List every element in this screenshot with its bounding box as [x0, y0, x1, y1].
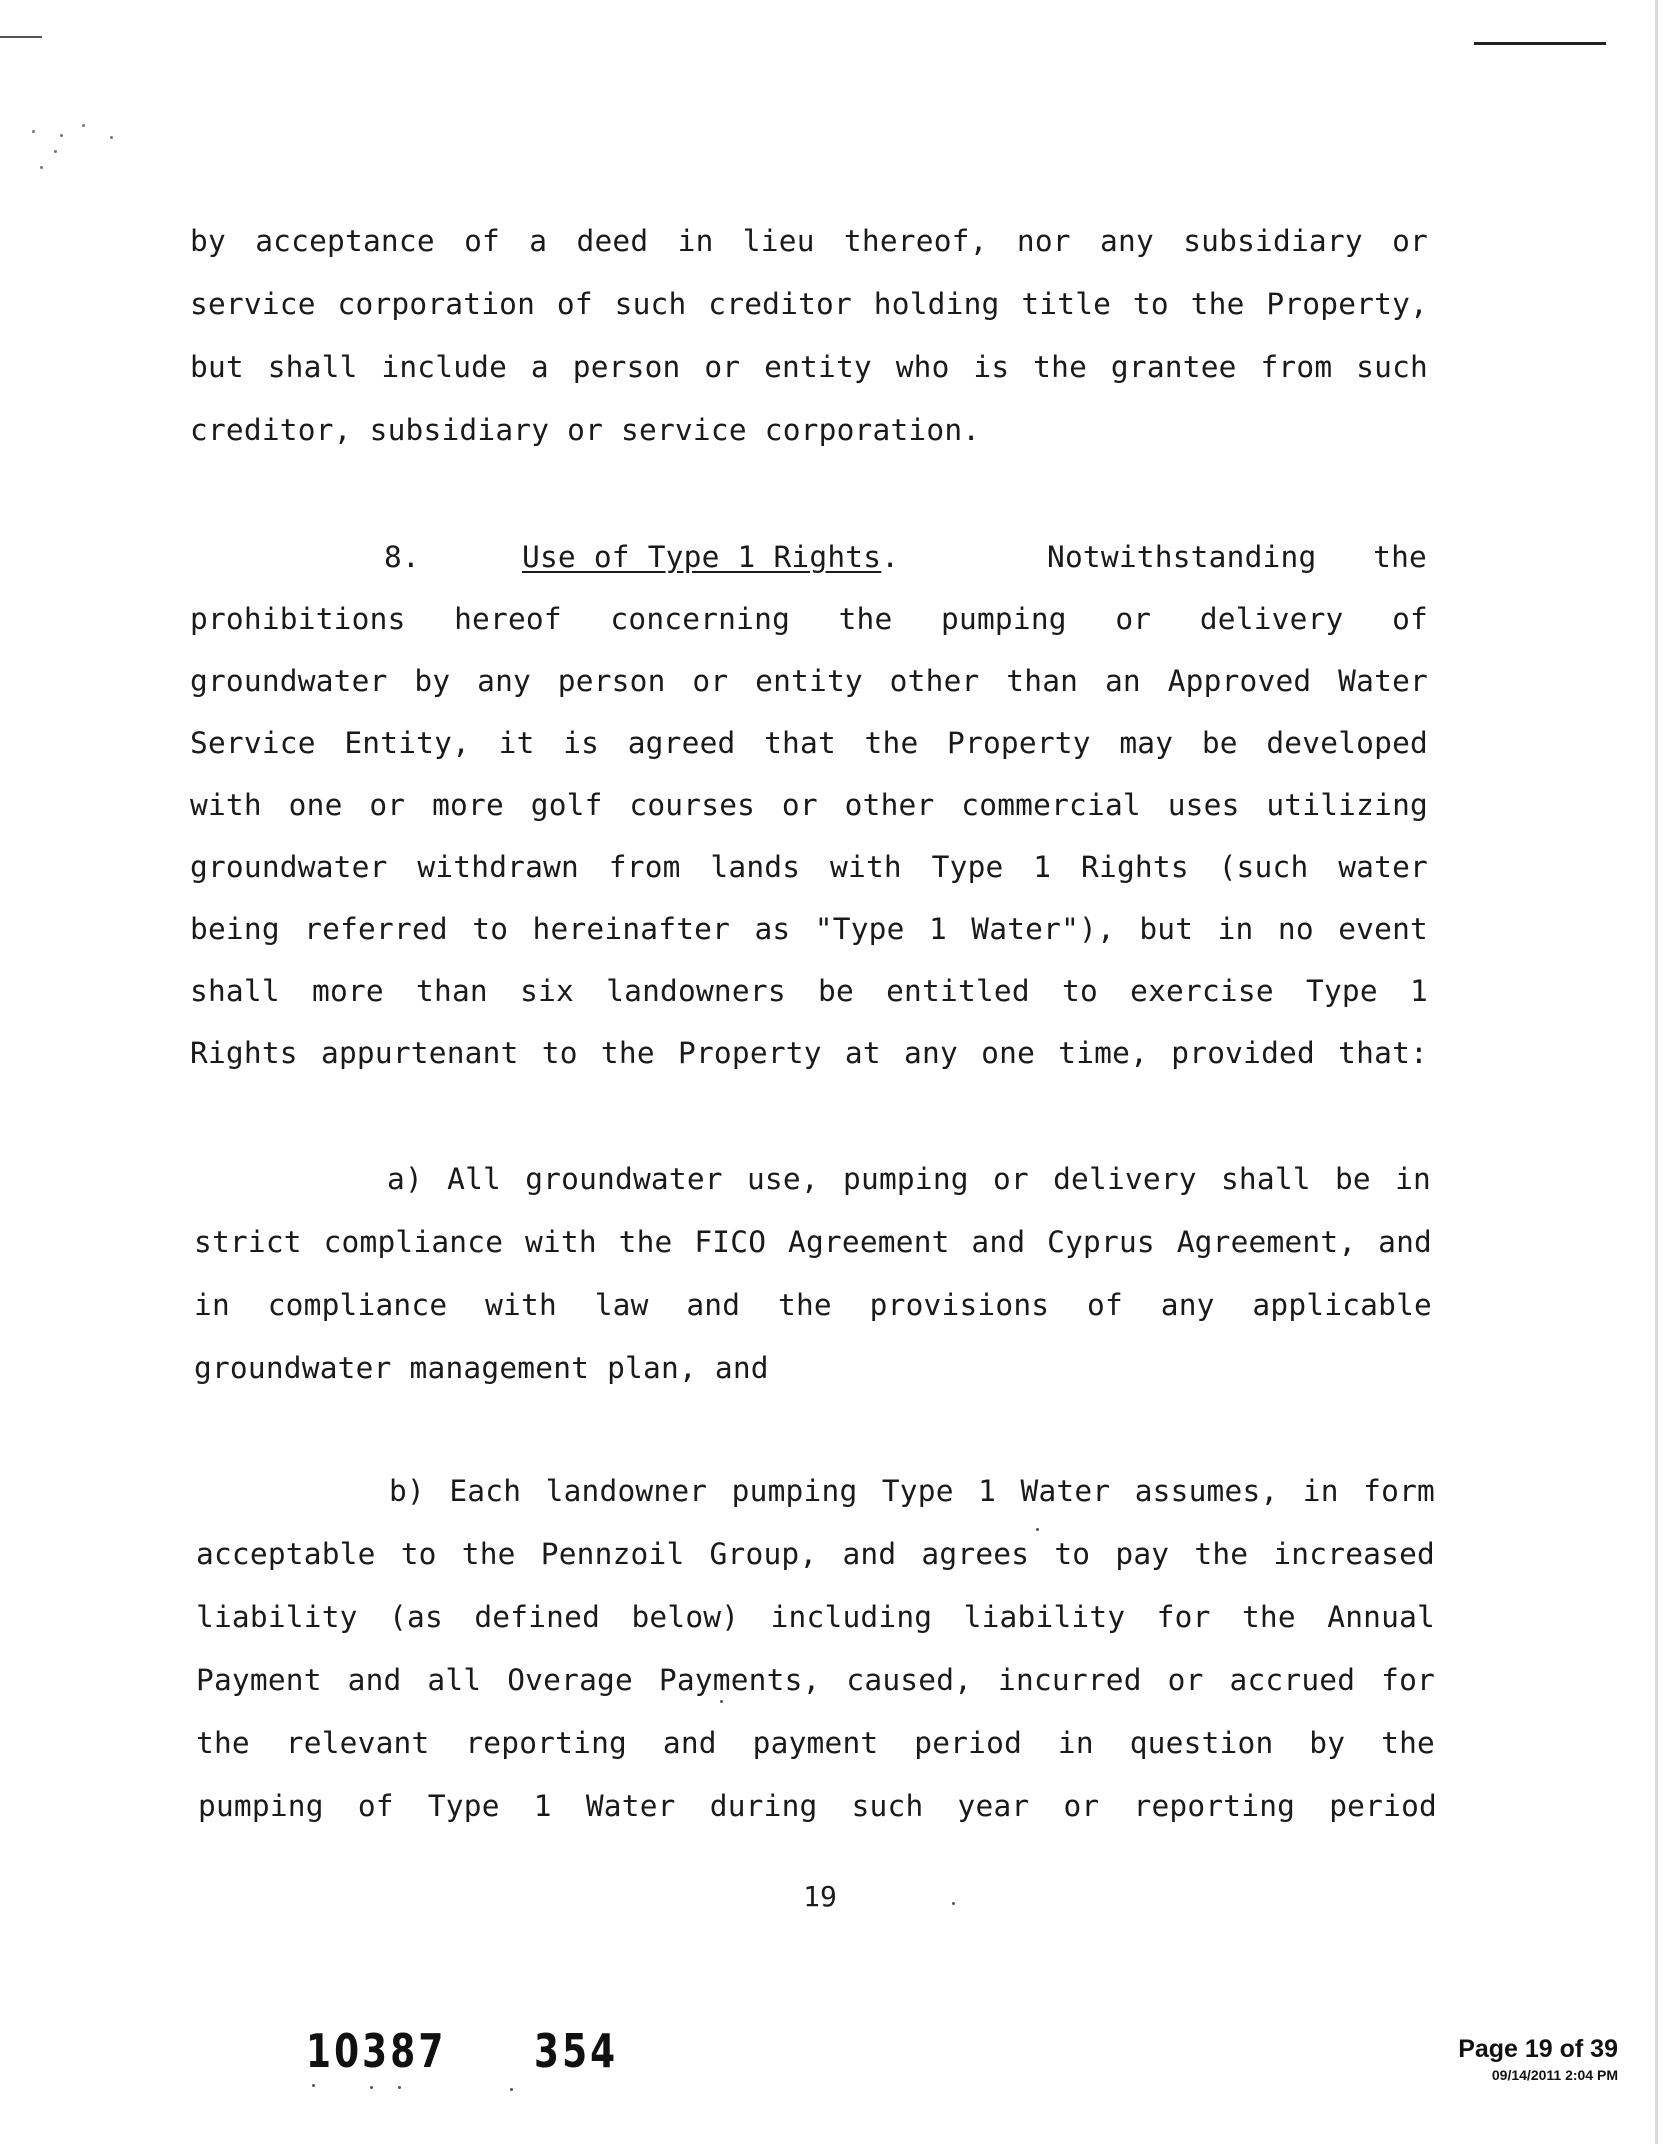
- recording-page-number: 354: [534, 2024, 619, 2078]
- body-line: Notwithstanding the: [1047, 540, 1427, 574]
- body-line: Service Entity, it is agreed that the Property may be developed: [190, 726, 1428, 760]
- body-line: prohibitions hereof concerning the pumping or delivery of: [190, 602, 1428, 636]
- body-line: Rights appurtenant to the Property at any one time, provided that:: [190, 1036, 1428, 1070]
- stray-mark: [1036, 1528, 1039, 1531]
- scan-artifact-dots: [30, 122, 170, 172]
- section-number: 8.: [384, 540, 420, 574]
- stray-mark: [510, 2088, 513, 2091]
- scan-page-edge: [1655, 0, 1658, 2144]
- body-line: creditor, subsidiary or service corporation.: [190, 413, 981, 447]
- section-heading: [522, 540, 899, 574]
- body-line: the relevant reporting and payment period in question by the: [196, 1726, 1435, 1760]
- body-line: groundwater withdrawn from lands with Type 1 Rights (such water: [190, 850, 1428, 884]
- body-line: with one or more golf courses or other commercial uses utilizing: [190, 788, 1428, 822]
- list-item-b-first-line: b) Each landowner pumping Type 1 Water assumes, in form: [389, 1474, 1435, 1508]
- body-line: groundwater management plan, and: [194, 1351, 769, 1385]
- stray-mark: [312, 2084, 315, 2087]
- body-line: shall more than six landowners be entitled to exercise Type 1: [190, 974, 1428, 1008]
- body-line: pumping of Type 1 Water during such year or reporting period: [198, 1789, 1437, 1823]
- section-heading-period: .: [881, 540, 900, 574]
- scan-artifact-line: [1474, 42, 1606, 45]
- stray-mark: [720, 1700, 723, 1703]
- stray-mark: [398, 2086, 401, 2089]
- page-number: 19: [803, 1880, 837, 1913]
- body-line: strict compliance with the FICO Agreement and Cyprus Agreement, and: [194, 1225, 1432, 1259]
- body-line: but shall include a person or entity who is the grantee from such: [190, 350, 1428, 384]
- stray-mark: [952, 1902, 955, 1905]
- body-line: by acceptance of a deed in lieu thereof, nor any subsidiary or: [190, 224, 1428, 258]
- body-line: groundwater by any person or entity other than an Approved Water: [190, 664, 1428, 698]
- recorder-page-stamp: Page 19 of 39: [1458, 2035, 1618, 2063]
- body-line: liability (as defined below) including liability for the Annual: [196, 1600, 1435, 1634]
- stray-mark: [370, 2086, 373, 2089]
- list-item-a-first-line: a) All groundwater use, pumping or delivery shall be in: [387, 1162, 1431, 1196]
- recording-book-number: 10387: [306, 2024, 447, 2078]
- scan-artifact-mark: [0, 36, 42, 38]
- body-line: Payment and all Overage Payments, caused, incurred or accrued for: [196, 1663, 1435, 1697]
- section-heading-text: Use of Type 1 Rights: [522, 540, 882, 574]
- body-line: service corporation of such creditor holding title to the Property,: [190, 287, 1428, 321]
- body-line: in compliance with law and the provisions of any applicable: [194, 1288, 1432, 1322]
- body-line: being referred to hereinafter as "Type 1 Water"), but in no event: [190, 912, 1428, 946]
- recorder-datetime-stamp: 09/14/2011 2:04 PM: [1491, 2067, 1618, 2083]
- body-line: acceptable to the Pennzoil Group, and agrees to pay the increased: [196, 1537, 1435, 1571]
